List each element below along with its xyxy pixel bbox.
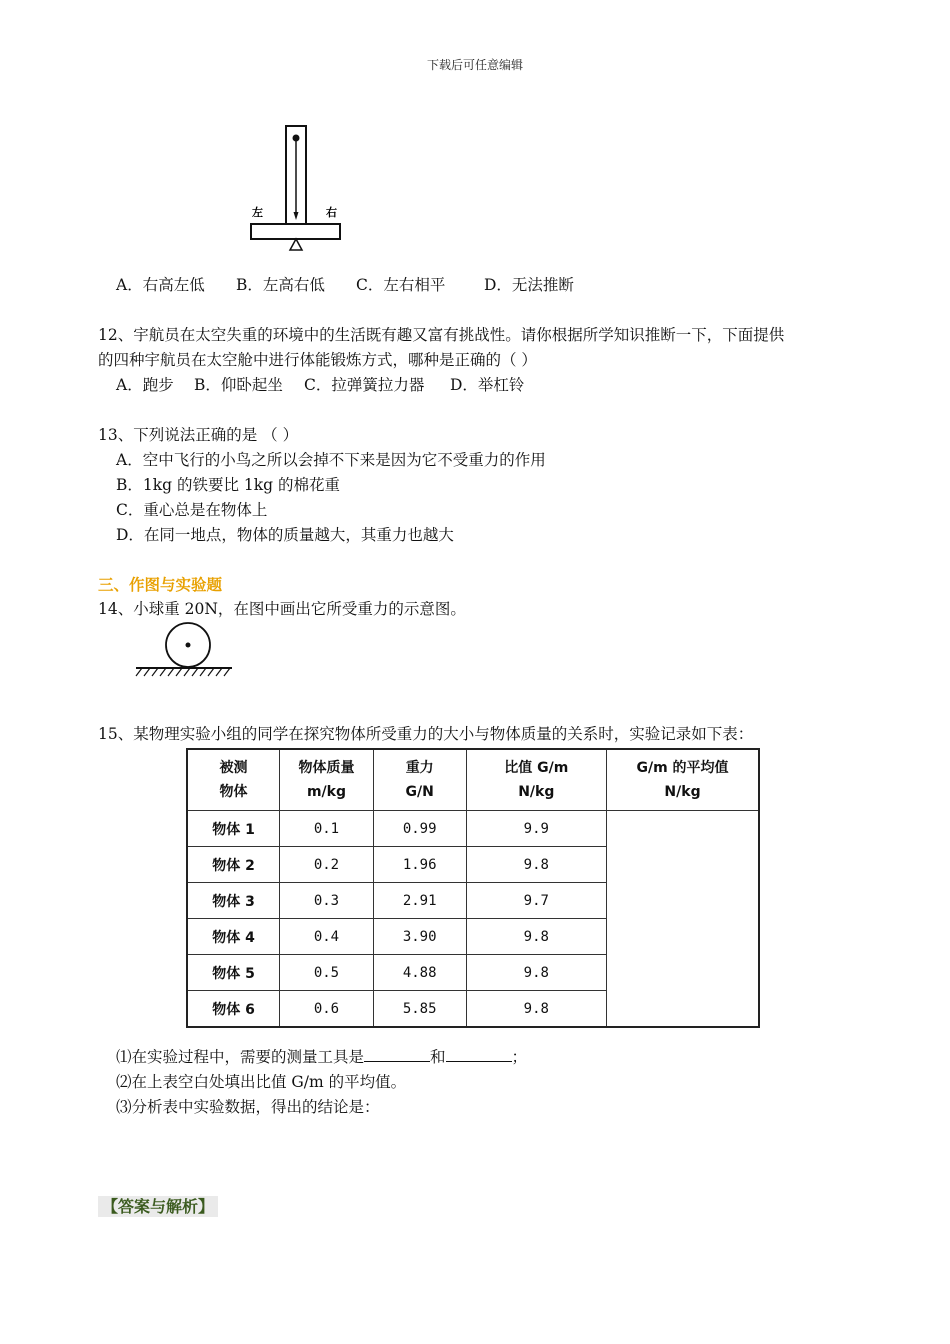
figure-label-left: 左 <box>252 206 263 219</box>
table-header-weight: 重力 G/N <box>373 749 466 811</box>
q15-stem: 15、某物理实验小组的同学在探究物体所受重力的大小与物体质量的关系时，实验记录如下表： <box>98 725 754 743</box>
table-row <box>187 811 759 847</box>
table-cell-mass: 0.1 <box>280 811 374 847</box>
q12-option-b: B．仰卧起坐 <box>194 376 283 394</box>
q13-option-c: C．重心总是在物体上 <box>116 501 268 519</box>
q15-sub1-text: ⑴在实验过程中，需要的测量工具是 <box>116 1048 365 1066</box>
q12-option-c: C．拉弹簧拉力器 <box>304 376 425 394</box>
table-cell-ratio: 9.7 <box>466 883 606 919</box>
q12-option-d: D．举杠铃 <box>450 376 525 394</box>
figure-fulcrum <box>290 239 302 250</box>
table-cell-ratio: 9.8 <box>466 991 606 1028</box>
table-cell-mass: 0.6 <box>280 991 374 1028</box>
table-header-row <box>187 749 759 811</box>
figure-label-right: 右 <box>326 206 337 219</box>
q11-option-b: B．左高右低 <box>236 276 325 294</box>
q13-option-b: B．1kg 的铁要比 1kg 的棉花重 <box>116 476 341 494</box>
table-cell-mass: 0.2 <box>280 847 374 883</box>
q12-stem-line1: 12、宇航员在太空失重的环境中的生活既有趣又富有挑战性。请你根据所学知识推断一下，下面提供 <box>98 326 785 344</box>
table-cell-name: 物体 4 <box>187 919 280 955</box>
table-cell-ratio: 9.8 <box>466 847 606 883</box>
table-cell-ratio: 9.8 <box>466 955 606 991</box>
q15-sub2: ⑵在上表空白处填出比值 G/m 的平均值。 <box>116 1073 407 1091</box>
q12-options <box>116 374 524 396</box>
answer-heading <box>98 1196 218 1218</box>
q15-blank-2[interactable] <box>446 1047 512 1062</box>
ball-figure <box>134 620 236 680</box>
table-cell-ratio: 9.9 <box>466 811 606 847</box>
table-cell-name: 物体 2 <box>187 847 280 883</box>
table-cell-average-blank[interactable] <box>607 811 759 1028</box>
table-header-mass: 物体质量 m/kg <box>280 749 374 811</box>
q13-stem: 13、下列说法正确的是 （ ） <box>98 426 299 444</box>
q12-stem-line2: 的四种宇航员在太空舱中进行体能锻炼方式，哪种是正确的（ ） <box>98 351 537 369</box>
q15-sub1-and: 和 <box>430 1048 446 1066</box>
balance-figure <box>244 120 348 255</box>
q11-option-d: D．无法推断 <box>484 276 574 294</box>
q13-option-d: D．在同一地点，物体的质量越大，其重力也越大 <box>116 526 454 544</box>
figure-ground-hatching <box>136 668 230 676</box>
answer-title: 【答案与解析】 <box>98 1196 218 1217</box>
q12-option-a: A．跑步 <box>116 376 174 394</box>
table-header-average: G/m 的平均值 N/kg <box>607 749 759 811</box>
table-cell-name: 物体 3 <box>187 883 280 919</box>
table-header-object: 被测 物体 <box>187 749 280 811</box>
table-cell-weight: 1.96 <box>373 847 466 883</box>
section-title: 三、作图与实验题 <box>98 576 223 594</box>
page-header: 下载后可任意编辑 <box>426 58 523 72</box>
table-cell-name: 物体 1 <box>187 811 280 847</box>
figure-beam <box>251 224 340 239</box>
q15-sub1 <box>116 1046 527 1068</box>
figure-ball-center <box>186 643 191 648</box>
table-header-ratio: 比值 G/m N/kg <box>466 749 606 811</box>
q13-option-a: A．空中飞行的小鸟之所以会掉不下来是因为它不受重力的作用 <box>116 451 546 469</box>
table-cell-weight: 2.91 <box>373 883 466 919</box>
table-cell-ratio: 9.8 <box>466 919 606 955</box>
q15-sub1-end: ； <box>511 1048 528 1066</box>
table-cell-weight: 5.85 <box>373 991 466 1028</box>
table-cell-mass: 0.5 <box>280 955 374 991</box>
table-cell-name: 物体 6 <box>187 991 280 1028</box>
data-table <box>186 748 760 1028</box>
table-cell-weight: 4.88 <box>373 955 466 991</box>
table-cell-name: 物体 5 <box>187 955 280 991</box>
q15-sub3: ⑶分析表中实验数据，得出的结论是： <box>116 1098 380 1116</box>
q11-options <box>116 274 574 296</box>
q11-option-c: C．左右相平 <box>356 276 446 294</box>
table-cell-weight: 0.99 <box>373 811 466 847</box>
q15-blank-1[interactable] <box>364 1047 430 1062</box>
table-cell-mass: 0.3 <box>280 883 374 919</box>
table-cell-mass: 0.4 <box>280 919 374 955</box>
figure-plumb-bob <box>294 212 299 220</box>
q14-stem: 14、小球重 20N，在图中画出它所受重力的示意图。 <box>98 600 466 618</box>
table-cell-weight: 3.90 <box>373 919 466 955</box>
q11-option-a: A．右高左低 <box>116 276 205 294</box>
